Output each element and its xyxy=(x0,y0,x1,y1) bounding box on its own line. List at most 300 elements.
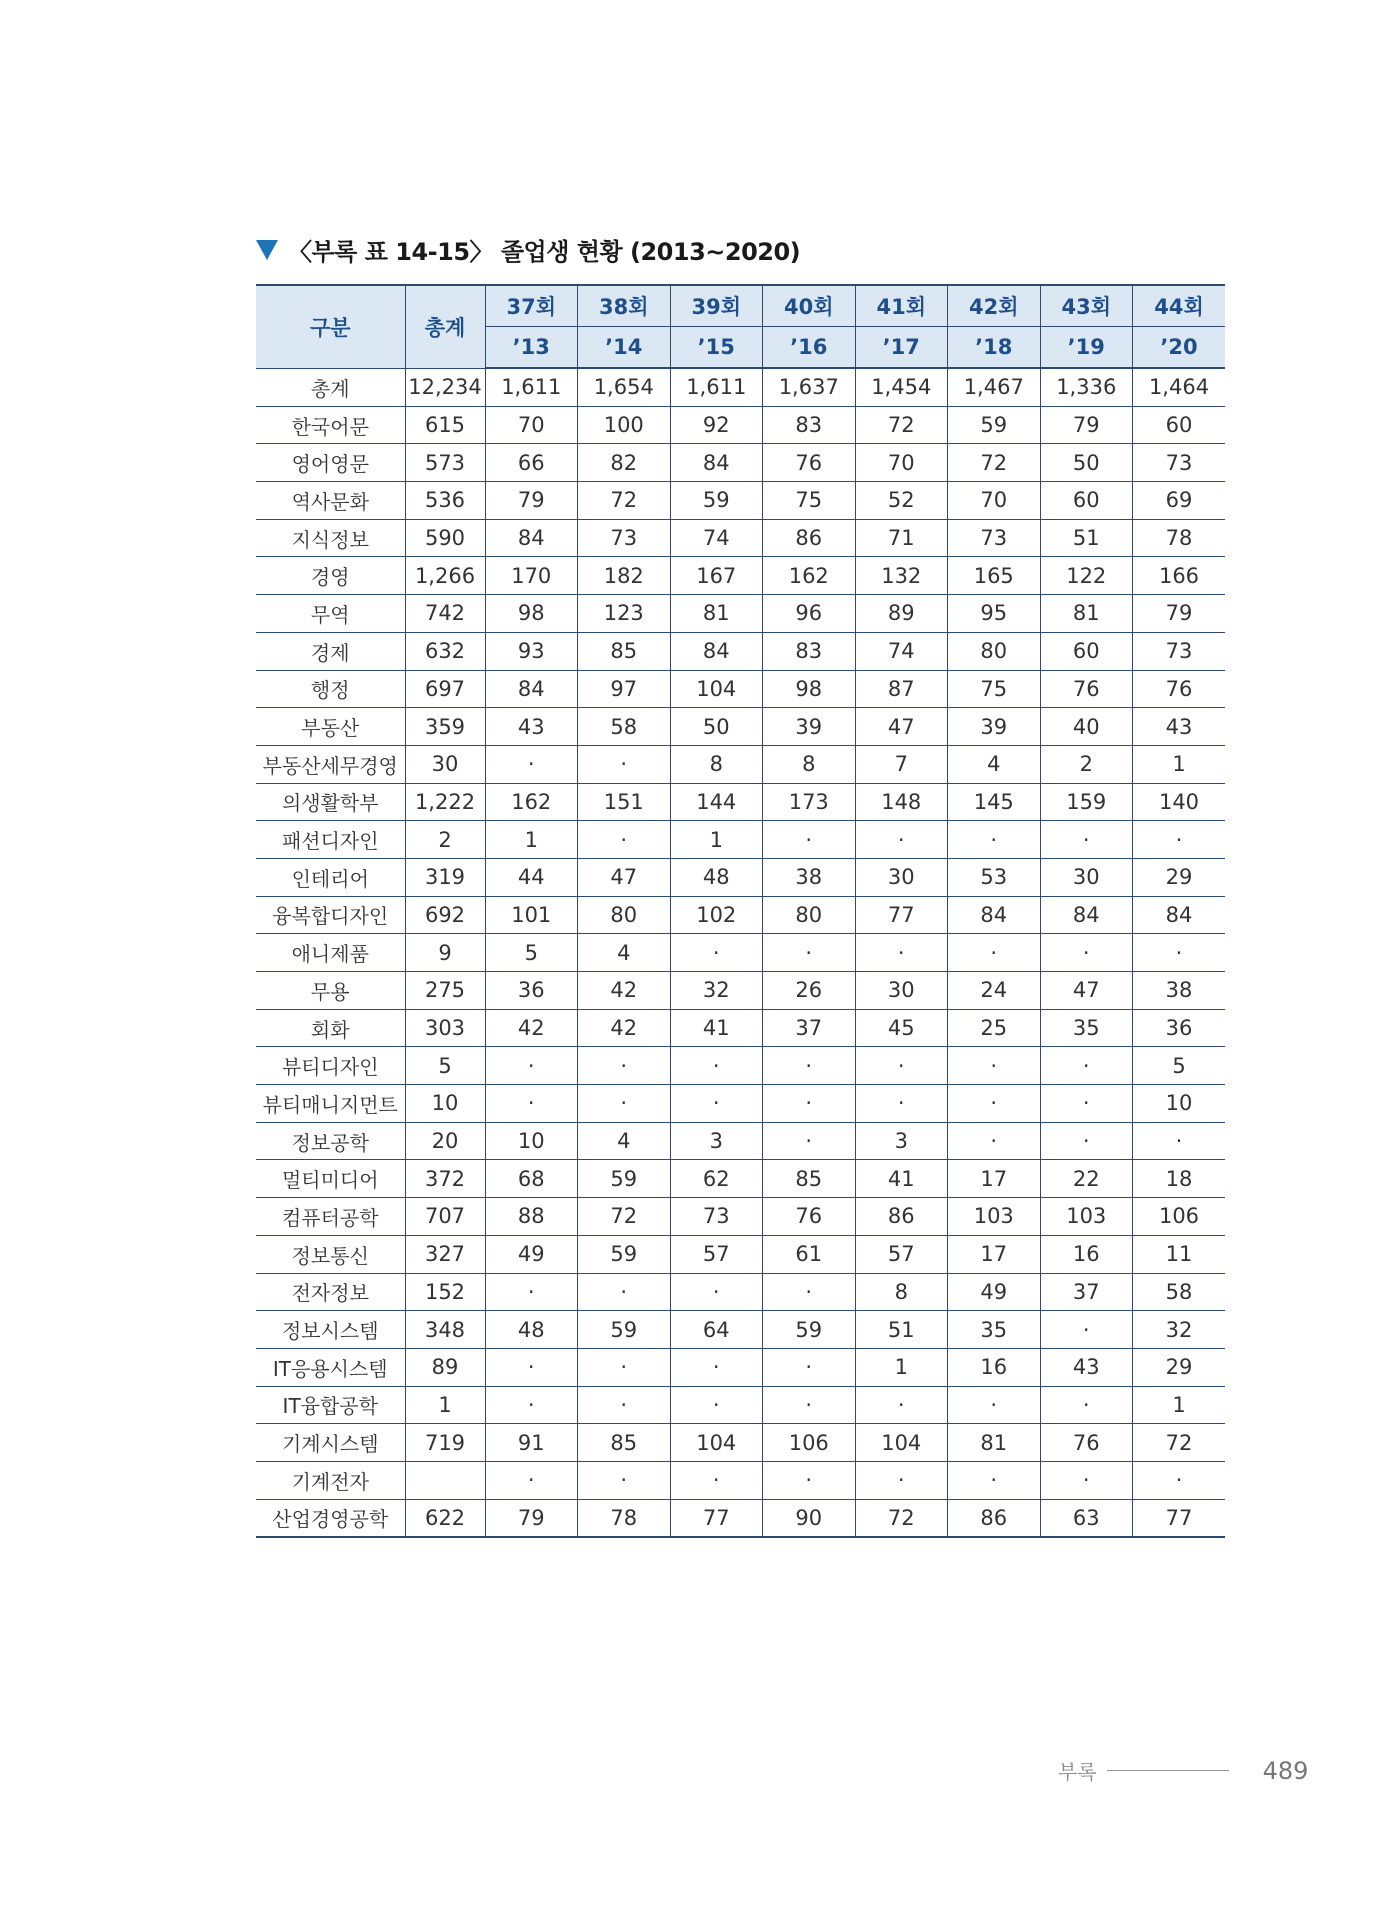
row-value: 48 xyxy=(670,858,763,896)
row-value: · xyxy=(1040,1085,1133,1123)
row-value: 75 xyxy=(948,670,1041,708)
row-total: 1,222 xyxy=(405,783,485,821)
row-value: 1 xyxy=(1133,1386,1226,1424)
row-value: 80 xyxy=(948,632,1041,670)
row-value: 167 xyxy=(670,557,763,595)
row-value: 72 xyxy=(948,444,1041,482)
row-value: 1,611 xyxy=(485,368,578,406)
row-value: 166 xyxy=(1133,557,1226,595)
row-value: 37 xyxy=(763,1009,856,1047)
row-value: · xyxy=(1040,1122,1133,1160)
row-total: 10 xyxy=(405,1085,485,1123)
row-value: 39 xyxy=(763,708,856,746)
row-total: 348 xyxy=(405,1311,485,1349)
row-label: 행정 xyxy=(256,670,405,708)
row-value: · xyxy=(670,1047,763,1085)
row-value: · xyxy=(1133,934,1226,972)
row-label: 회화 xyxy=(256,1009,405,1047)
row-label: 인테리어 xyxy=(256,858,405,896)
row-value: 122 xyxy=(1040,557,1133,595)
row-value: 81 xyxy=(1040,595,1133,633)
row-value: · xyxy=(670,1386,763,1424)
row-value: 4 xyxy=(578,1122,671,1160)
row-value: 84 xyxy=(948,896,1041,934)
row-total: 30 xyxy=(405,745,485,783)
row-value: 86 xyxy=(855,1198,948,1236)
row-label: 의생활학부 xyxy=(256,783,405,821)
table-row xyxy=(256,896,1225,934)
row-value: 159 xyxy=(1040,783,1133,821)
row-value: 8 xyxy=(763,745,856,783)
row-label: 지식정보 xyxy=(256,519,405,557)
row-value: 17 xyxy=(948,1160,1041,1198)
table-row xyxy=(256,632,1225,670)
row-total: 622 xyxy=(405,1499,485,1537)
table-row xyxy=(256,368,1225,406)
row-value: 47 xyxy=(855,708,948,746)
row-value: 84 xyxy=(485,519,578,557)
row-value: 98 xyxy=(485,595,578,633)
row-total: 632 xyxy=(405,632,485,670)
row-value: 73 xyxy=(948,519,1041,557)
row-value: 82 xyxy=(578,444,671,482)
row-total: 1 xyxy=(405,1386,485,1424)
row-total: 573 xyxy=(405,444,485,482)
row-value: 29 xyxy=(1133,1348,1226,1386)
row-value: 84 xyxy=(1040,896,1133,934)
row-total: 327 xyxy=(405,1235,485,1273)
row-value: · xyxy=(578,1085,671,1123)
row-value: 59 xyxy=(578,1235,671,1273)
table-row xyxy=(256,745,1225,783)
row-value: 72 xyxy=(578,1198,671,1236)
row-total: 1,266 xyxy=(405,557,485,595)
row-value: 1 xyxy=(1133,745,1226,783)
row-value: 71 xyxy=(855,519,948,557)
header-row-sessions xyxy=(256,285,1225,327)
header-session: 38회 xyxy=(578,285,671,327)
row-value: 96 xyxy=(763,595,856,633)
table-row xyxy=(256,1348,1225,1386)
table-row xyxy=(256,1198,1225,1236)
row-value: 68 xyxy=(485,1160,578,1198)
row-value: 18 xyxy=(1133,1160,1226,1198)
header-session: 44회 xyxy=(1133,285,1226,327)
row-value: 69 xyxy=(1133,482,1226,520)
row-label: 애니제품 xyxy=(256,934,405,972)
row-total: 12,234 xyxy=(405,368,485,406)
row-value: 64 xyxy=(670,1311,763,1349)
row-value: 132 xyxy=(855,557,948,595)
row-value: 49 xyxy=(948,1273,1041,1311)
row-value: 144 xyxy=(670,783,763,821)
row-value: 103 xyxy=(1040,1198,1133,1236)
row-value: 3 xyxy=(855,1122,948,1160)
row-value: 48 xyxy=(485,1311,578,1349)
row-value: 42 xyxy=(578,1009,671,1047)
row-total: 707 xyxy=(405,1198,485,1236)
row-value: 86 xyxy=(763,519,856,557)
row-value: 84 xyxy=(670,632,763,670)
row-value: · xyxy=(855,821,948,859)
row-value: 104 xyxy=(855,1424,948,1462)
table-header xyxy=(256,285,1225,368)
row-value: 70 xyxy=(948,482,1041,520)
row-value: · xyxy=(670,1348,763,1386)
row-label: 정보공학 xyxy=(256,1122,405,1160)
row-value: 74 xyxy=(855,632,948,670)
row-label: 부동산 xyxy=(256,708,405,746)
row-value: 40 xyxy=(1040,708,1133,746)
row-value: 89 xyxy=(855,595,948,633)
row-total: 5 xyxy=(405,1047,485,1085)
row-value: 81 xyxy=(948,1424,1041,1462)
header-year: ’17 xyxy=(855,327,948,369)
row-value: 1 xyxy=(855,1348,948,1386)
row-label: 정보통신 xyxy=(256,1235,405,1273)
table-row xyxy=(256,482,1225,520)
row-total: 590 xyxy=(405,519,485,557)
row-value: 145 xyxy=(948,783,1041,821)
row-value: 24 xyxy=(948,972,1041,1010)
row-value: 60 xyxy=(1040,482,1133,520)
row-value: 32 xyxy=(1133,1311,1226,1349)
row-value: 57 xyxy=(670,1235,763,1273)
row-value: 72 xyxy=(855,1499,948,1537)
row-value: 5 xyxy=(485,934,578,972)
row-value: · xyxy=(948,1386,1041,1424)
row-value: 79 xyxy=(485,482,578,520)
row-value: 72 xyxy=(1133,1424,1226,1462)
row-value: 29 xyxy=(1133,858,1226,896)
row-value: 79 xyxy=(1040,406,1133,444)
row-value: 86 xyxy=(948,1499,1041,1537)
row-value: 73 xyxy=(670,1198,763,1236)
row-value: 77 xyxy=(670,1499,763,1537)
table-row xyxy=(256,708,1225,746)
row-value: · xyxy=(1040,1386,1133,1424)
row-value: · xyxy=(948,1461,1041,1499)
row-value: 123 xyxy=(578,595,671,633)
row-value: 73 xyxy=(1133,444,1226,482)
row-value: 59 xyxy=(763,1311,856,1349)
row-value: 85 xyxy=(578,632,671,670)
row-label: 영어영문 xyxy=(256,444,405,482)
row-value: 76 xyxy=(1040,670,1133,708)
row-value: · xyxy=(1133,1461,1226,1499)
row-value: 84 xyxy=(1133,896,1226,934)
header-year: ’15 xyxy=(670,327,763,369)
table-row xyxy=(256,1085,1225,1123)
row-value: 76 xyxy=(763,444,856,482)
row-value: · xyxy=(763,1386,856,1424)
row-value: 5 xyxy=(1133,1047,1226,1085)
row-value: 59 xyxy=(578,1160,671,1198)
table-row xyxy=(256,821,1225,859)
row-label: 컴퓨터공학 xyxy=(256,1198,405,1236)
row-value: 84 xyxy=(670,444,763,482)
row-value: 50 xyxy=(670,708,763,746)
row-total: 9 xyxy=(405,934,485,972)
row-value: · xyxy=(578,1047,671,1085)
row-value: 3 xyxy=(670,1122,763,1160)
footer-rule xyxy=(1107,1770,1229,1771)
header-total: 총계 xyxy=(405,285,485,368)
row-value: 102 xyxy=(670,896,763,934)
footer-section: 부록 xyxy=(1058,1760,1097,1784)
row-value: 4 xyxy=(578,934,671,972)
row-value: 80 xyxy=(763,896,856,934)
row-value: · xyxy=(948,1047,1041,1085)
row-value: · xyxy=(763,1122,856,1160)
row-value: · xyxy=(578,1461,671,1499)
row-value: 60 xyxy=(1133,406,1226,444)
row-value: · xyxy=(855,1047,948,1085)
row-total: 536 xyxy=(405,482,485,520)
row-value: 26 xyxy=(763,972,856,1010)
row-value: 1 xyxy=(670,821,763,859)
row-value: 1,454 xyxy=(855,368,948,406)
table-row xyxy=(256,783,1225,821)
header-session: 37회 xyxy=(485,285,578,327)
row-value: · xyxy=(578,821,671,859)
header-year: ’14 xyxy=(578,327,671,369)
header-year: ’19 xyxy=(1040,327,1133,369)
row-value: 30 xyxy=(1040,858,1133,896)
row-value: · xyxy=(485,1461,578,1499)
row-value: 8 xyxy=(670,745,763,783)
row-value: · xyxy=(763,1348,856,1386)
row-value: 57 xyxy=(855,1235,948,1273)
row-value: 106 xyxy=(1133,1198,1226,1236)
row-value: 43 xyxy=(1133,708,1226,746)
row-label: 뷰티디자인 xyxy=(256,1047,405,1085)
row-value: 81 xyxy=(670,595,763,633)
table-row xyxy=(256,1424,1225,1462)
header-session: 40회 xyxy=(763,285,856,327)
row-value: · xyxy=(763,821,856,859)
row-total: 742 xyxy=(405,595,485,633)
row-value: · xyxy=(578,1348,671,1386)
row-value: 93 xyxy=(485,632,578,670)
table-body xyxy=(256,368,1225,1537)
row-value: 43 xyxy=(485,708,578,746)
row-value: 162 xyxy=(763,557,856,595)
table-row xyxy=(256,406,1225,444)
row-value: 162 xyxy=(485,783,578,821)
row-value: 60 xyxy=(1040,632,1133,670)
row-value: · xyxy=(670,934,763,972)
row-value: 97 xyxy=(578,670,671,708)
row-value: 72 xyxy=(855,406,948,444)
row-value: 35 xyxy=(948,1311,1041,1349)
row-value: 10 xyxy=(485,1122,578,1160)
row-value: 35 xyxy=(1040,1009,1133,1047)
row-value: 1 xyxy=(485,821,578,859)
row-total: 152 xyxy=(405,1273,485,1311)
row-value: 75 xyxy=(763,482,856,520)
row-value: · xyxy=(1040,821,1133,859)
table-row xyxy=(256,1235,1225,1273)
row-label: IT응용시스템 xyxy=(256,1348,405,1386)
row-value: · xyxy=(948,1122,1041,1160)
row-value: 83 xyxy=(763,632,856,670)
row-value: 1,611 xyxy=(670,368,763,406)
row-value: 72 xyxy=(578,482,671,520)
row-value: 104 xyxy=(670,1424,763,1462)
row-value: · xyxy=(855,1386,948,1424)
row-value: 83 xyxy=(763,406,856,444)
header-session: 41회 xyxy=(855,285,948,327)
row-value: 38 xyxy=(1133,972,1226,1010)
row-total: 615 xyxy=(405,406,485,444)
row-value: 85 xyxy=(578,1424,671,1462)
header-session: 43회 xyxy=(1040,285,1133,327)
row-value: · xyxy=(763,1461,856,1499)
row-label: 정보시스템 xyxy=(256,1311,405,1349)
row-value: 77 xyxy=(1133,1499,1226,1537)
row-value: 1,464 xyxy=(1133,368,1226,406)
row-value: · xyxy=(763,1273,856,1311)
row-label: 부동산세무경영 xyxy=(256,745,405,783)
table-title xyxy=(256,232,800,267)
row-label: 경영 xyxy=(256,557,405,595)
table-row xyxy=(256,1122,1225,1160)
row-value: 70 xyxy=(855,444,948,482)
row-value: 98 xyxy=(763,670,856,708)
row-value: 80 xyxy=(578,896,671,934)
row-value: 148 xyxy=(855,783,948,821)
row-value: 66 xyxy=(485,444,578,482)
row-value: 73 xyxy=(1133,632,1226,670)
table-row xyxy=(256,1386,1225,1424)
row-value: 1,637 xyxy=(763,368,856,406)
row-value: 39 xyxy=(948,708,1041,746)
row-value: · xyxy=(948,934,1041,972)
table-row xyxy=(256,1461,1225,1499)
row-value: 95 xyxy=(948,595,1041,633)
row-total: 275 xyxy=(405,972,485,1010)
row-label: 전자정보 xyxy=(256,1273,405,1311)
row-value: 76 xyxy=(763,1198,856,1236)
row-value: 79 xyxy=(1133,595,1226,633)
row-value: 59 xyxy=(948,406,1041,444)
row-total xyxy=(405,1461,485,1499)
row-value: 77 xyxy=(855,896,948,934)
row-value: 17 xyxy=(948,1235,1041,1273)
row-label: 산업경영공학 xyxy=(256,1499,405,1537)
row-value: · xyxy=(670,1461,763,1499)
row-value: 32 xyxy=(670,972,763,1010)
row-value: · xyxy=(1040,1311,1133,1349)
row-value: 165 xyxy=(948,557,1041,595)
row-value: 1,467 xyxy=(948,368,1041,406)
row-value: 44 xyxy=(485,858,578,896)
page-number: 489 xyxy=(1262,1756,1309,1785)
table-row xyxy=(256,444,1225,482)
row-value: 74 xyxy=(670,519,763,557)
row-label: 역사문화 xyxy=(256,482,405,520)
row-value: 45 xyxy=(855,1009,948,1047)
row-label: 한국어문 xyxy=(256,406,405,444)
row-value: 30 xyxy=(855,858,948,896)
triangle-bullet-icon xyxy=(256,240,278,260)
row-value: 90 xyxy=(763,1499,856,1537)
row-value: 61 xyxy=(763,1235,856,1273)
row-value: 1,336 xyxy=(1040,368,1133,406)
row-value: 58 xyxy=(1133,1273,1226,1311)
table-row xyxy=(256,1499,1225,1537)
row-value: · xyxy=(763,1047,856,1085)
row-total: 2 xyxy=(405,821,485,859)
row-value: · xyxy=(763,1085,856,1123)
row-value: 73 xyxy=(578,519,671,557)
row-value: 106 xyxy=(763,1424,856,1462)
row-value: 43 xyxy=(1040,1348,1133,1386)
row-value: 63 xyxy=(1040,1499,1133,1537)
row-label: 기계시스템 xyxy=(256,1424,405,1462)
row-value: · xyxy=(670,1085,763,1123)
header-category: 구분 xyxy=(256,285,405,368)
row-value: 30 xyxy=(855,972,948,1010)
row-label: 멀티미디어 xyxy=(256,1160,405,1198)
row-value: 36 xyxy=(485,972,578,1010)
row-value: · xyxy=(485,1273,578,1311)
row-value: 4 xyxy=(948,745,1041,783)
row-value: 151 xyxy=(578,783,671,821)
row-value: 42 xyxy=(485,1009,578,1047)
row-value: 51 xyxy=(855,1311,948,1349)
row-total: 319 xyxy=(405,858,485,896)
row-value: 16 xyxy=(948,1348,1041,1386)
row-value: 100 xyxy=(578,406,671,444)
row-value: 10 xyxy=(1133,1085,1226,1123)
row-value: · xyxy=(485,745,578,783)
row-value: 51 xyxy=(1040,519,1133,557)
row-value: 11 xyxy=(1133,1235,1226,1273)
row-value: 37 xyxy=(1040,1273,1133,1311)
row-value: 42 xyxy=(578,972,671,1010)
row-value: 85 xyxy=(763,1160,856,1198)
row-value: 91 xyxy=(485,1424,578,1462)
row-value: 88 xyxy=(485,1198,578,1236)
header-year: ’18 xyxy=(948,327,1041,369)
table-row xyxy=(256,1311,1225,1349)
row-total: 303 xyxy=(405,1009,485,1047)
row-value: 41 xyxy=(670,1009,763,1047)
row-value: 62 xyxy=(670,1160,763,1198)
row-value: 101 xyxy=(485,896,578,934)
row-label: 뷰티매니지먼트 xyxy=(256,1085,405,1123)
row-value: 104 xyxy=(670,670,763,708)
row-value: · xyxy=(485,1386,578,1424)
row-value: 16 xyxy=(1040,1235,1133,1273)
row-value: 103 xyxy=(948,1198,1041,1236)
row-value: 76 xyxy=(1133,670,1226,708)
row-value: · xyxy=(485,1085,578,1123)
row-value: · xyxy=(578,745,671,783)
row-value: 36 xyxy=(1133,1009,1226,1047)
row-value: 47 xyxy=(1040,972,1133,1010)
row-value: · xyxy=(1133,1122,1226,1160)
row-label: 총계 xyxy=(256,368,405,406)
table-row xyxy=(256,1273,1225,1311)
row-value: · xyxy=(1040,1047,1133,1085)
row-value: 50 xyxy=(1040,444,1133,482)
row-value: 84 xyxy=(485,670,578,708)
row-value: 87 xyxy=(855,670,948,708)
row-value: 59 xyxy=(670,482,763,520)
